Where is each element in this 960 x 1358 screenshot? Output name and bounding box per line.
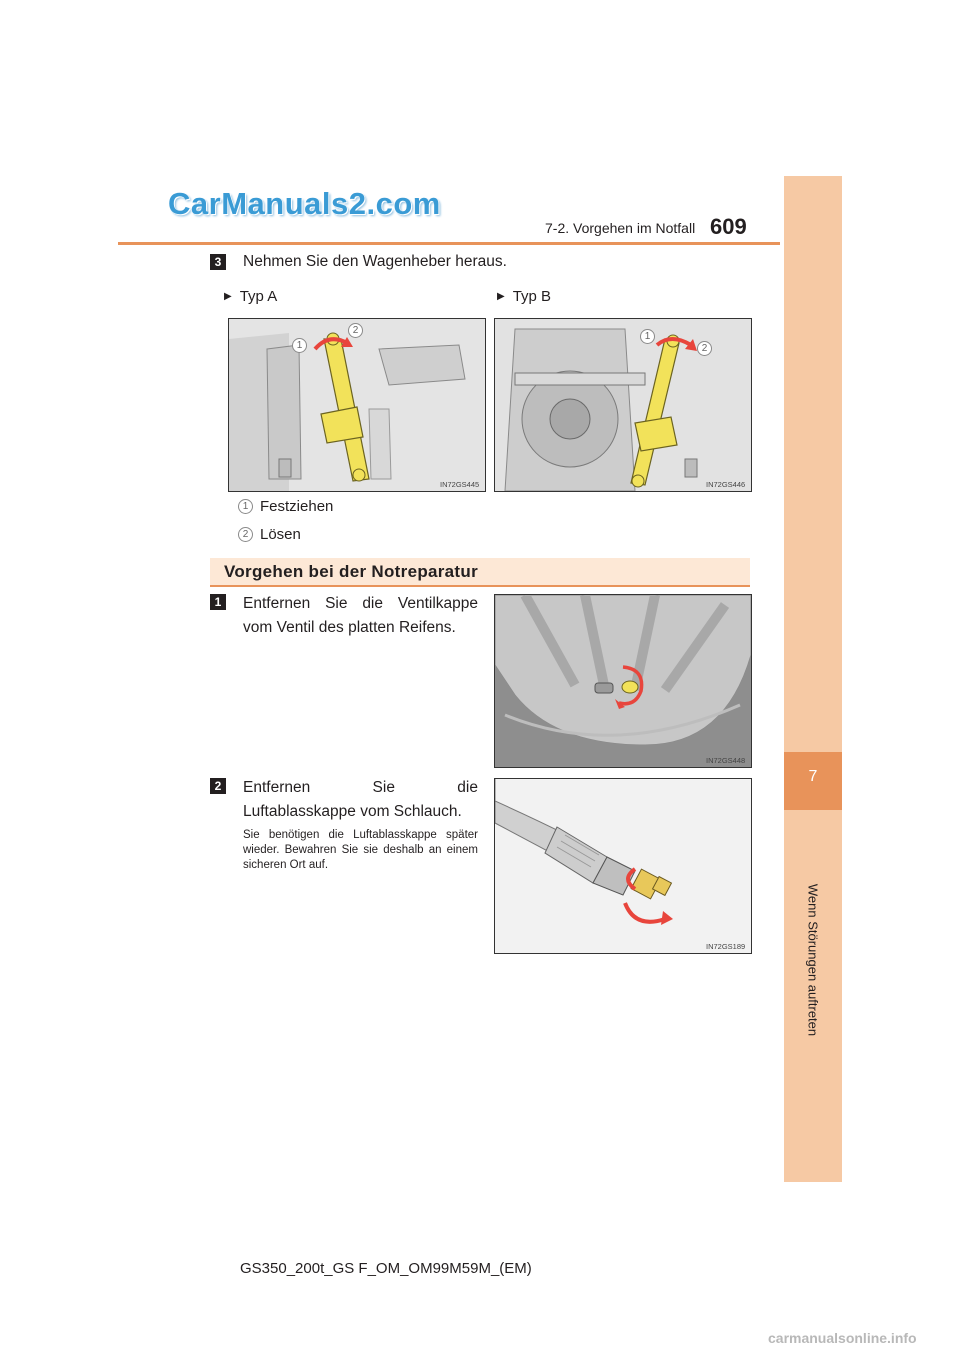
callout-2-type-b: 2 — [697, 341, 712, 356]
watermark-logo: CarManuals2.com — [168, 186, 441, 221]
figure-valve-cap — [494, 594, 752, 768]
chapter-number: 7 — [808, 768, 818, 785]
figure-jack-type-a — [228, 318, 486, 492]
type-a-label — [224, 288, 277, 305]
legend-num-1: 1 — [238, 499, 253, 514]
arrow-right-icon: ▶ — [224, 291, 232, 302]
callout-1-type-b: 1 — [640, 329, 655, 344]
arrow-right-icon: ▶ — [497, 291, 505, 302]
section-heading: Vorgehen bei der Notreparatur — [224, 562, 478, 581]
step-2-note: Sie benötigen die Luftablasskappe später wieder. Bewahren Sie sie deshalb an einem sicheren Ort auf. — [243, 829, 478, 871]
step-marker-3: 3 — [210, 254, 226, 270]
figure-code-hose: IN72GS189 — [706, 942, 746, 951]
figure-hose-cap — [494, 778, 752, 954]
header-rule — [118, 242, 780, 245]
step-1-text: Entfernen Sie die Ventilkappe vom Ventil des platten Reifens. — [243, 595, 478, 636]
type-b-text: Typ B — [512, 288, 552, 305]
callout-2-type-a: 2 — [348, 323, 363, 338]
watermark-footer: carmanualsonline.info — [768, 1330, 917, 1346]
figure-code-type-a: IN72GS445 — [440, 480, 480, 489]
figure-jack-type-b — [494, 318, 752, 492]
legend-text-1: Festziehen — [260, 498, 334, 515]
page-number: 609 — [710, 214, 747, 239]
type-a-text: Typ A — [239, 288, 278, 305]
type-b-label — [497, 288, 551, 305]
step-3-text: Nehmen Sie den Wagenheber heraus. — [243, 253, 507, 270]
step-marker-1: 1 — [210, 594, 226, 610]
footer-document-code: GS350_200t_GS F_OM_OM99M59M_(EM) — [240, 1260, 532, 1277]
callout-1-type-a: 1 — [292, 338, 307, 353]
figure-code-type-b: IN72GS446 — [706, 480, 746, 489]
legend-num-2: 2 — [238, 527, 253, 542]
step-2-text: Entfernen Sie die Luftablasskappe vom Schlauch. — [243, 779, 478, 820]
legend-text-2: Lösen — [260, 526, 301, 543]
step-marker-2: 2 — [210, 778, 226, 794]
chapter-label: Wenn Störungen auftreten — [805, 883, 821, 1037]
figure-code-valve: IN72GS448 — [706, 756, 746, 765]
section-title: 7-2. Vorgehen im Notfall — [545, 220, 696, 236]
